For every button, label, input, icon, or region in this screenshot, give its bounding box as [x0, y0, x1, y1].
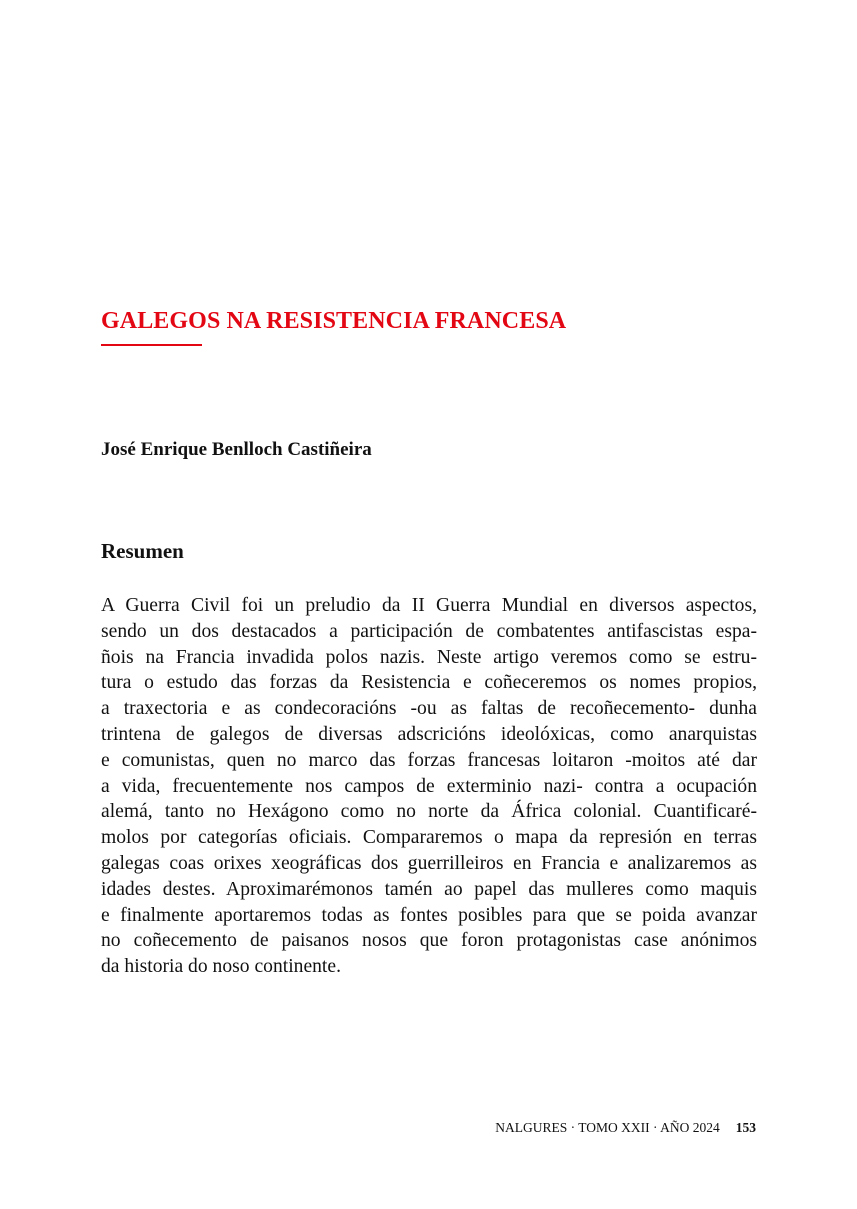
- abstract-line: A Guerra Civil foi un preludio da II Guerra Mundial en diversos aspectos,: [101, 595, 757, 616]
- abstract-line: molos por categorías oficiais. Compararemos o mapa da represión en terras: [101, 827, 757, 849]
- abstract-line: a traxectoria e as condecoracións -ou as faltas de recoñecemento- dunha: [101, 698, 757, 720]
- abstract-line: e finalmente aportaremos todas as fontes posibles para que se poida avanzar: [101, 904, 757, 926]
- title-underline: [101, 344, 202, 346]
- abstract-line: da historia do noso continente.: [101, 956, 341, 978]
- abstract-line: a vida, frecuentemente nos campos de exterminio nazi- contra a ocupación: [101, 775, 757, 797]
- abstract-line: no coñecemento de paisanos nosos que foron protagonistas case anónimos: [101, 930, 757, 952]
- page-number: 153: [735, 1120, 756, 1135]
- abstract-line: ñois na Francia invadida polos nazis. Neste artigo veremos como se estru-: [101, 646, 757, 668]
- abstract-heading: Resumen: [101, 539, 184, 563]
- abstract-line: e comunistas, quen no marco das forzas francesas loitaron -moitos até dar: [101, 749, 757, 771]
- article-author: José Enrique Benlloch Castiñeira: [101, 439, 372, 460]
- abstract-line: sendo un dos destacados a participación de combatentes antifascistas espa-: [101, 620, 757, 642]
- article-title: GALEGOS NA RESISTENCIA FRANCESA: [101, 308, 567, 334]
- abstract-line: galegas coas orixes xeográficas dos guerrilleiros en Francia e analizaremos as: [101, 852, 757, 874]
- abstract-line: idades destes. Aproximarémonos tamén ao papel das mulleres como maquis: [101, 878, 757, 900]
- page-footer: [495, 1120, 756, 1136]
- abstract-line: alemá, tanto no Hexágono como no norte da África colonial. Cuantificaré-: [101, 801, 757, 823]
- running-head: NALGURES · TOMO XXII · AÑO 2024: [495, 1120, 720, 1135]
- abstract-line: tura o estudo das forzas da Resistencia e coñeceremos os nomes propios,: [101, 672, 757, 694]
- abstract-body: [101, 593, 757, 980]
- abstract-line: trintena de galegos de diversas adscricións ideolóxicas, como anarquistas: [101, 723, 757, 745]
